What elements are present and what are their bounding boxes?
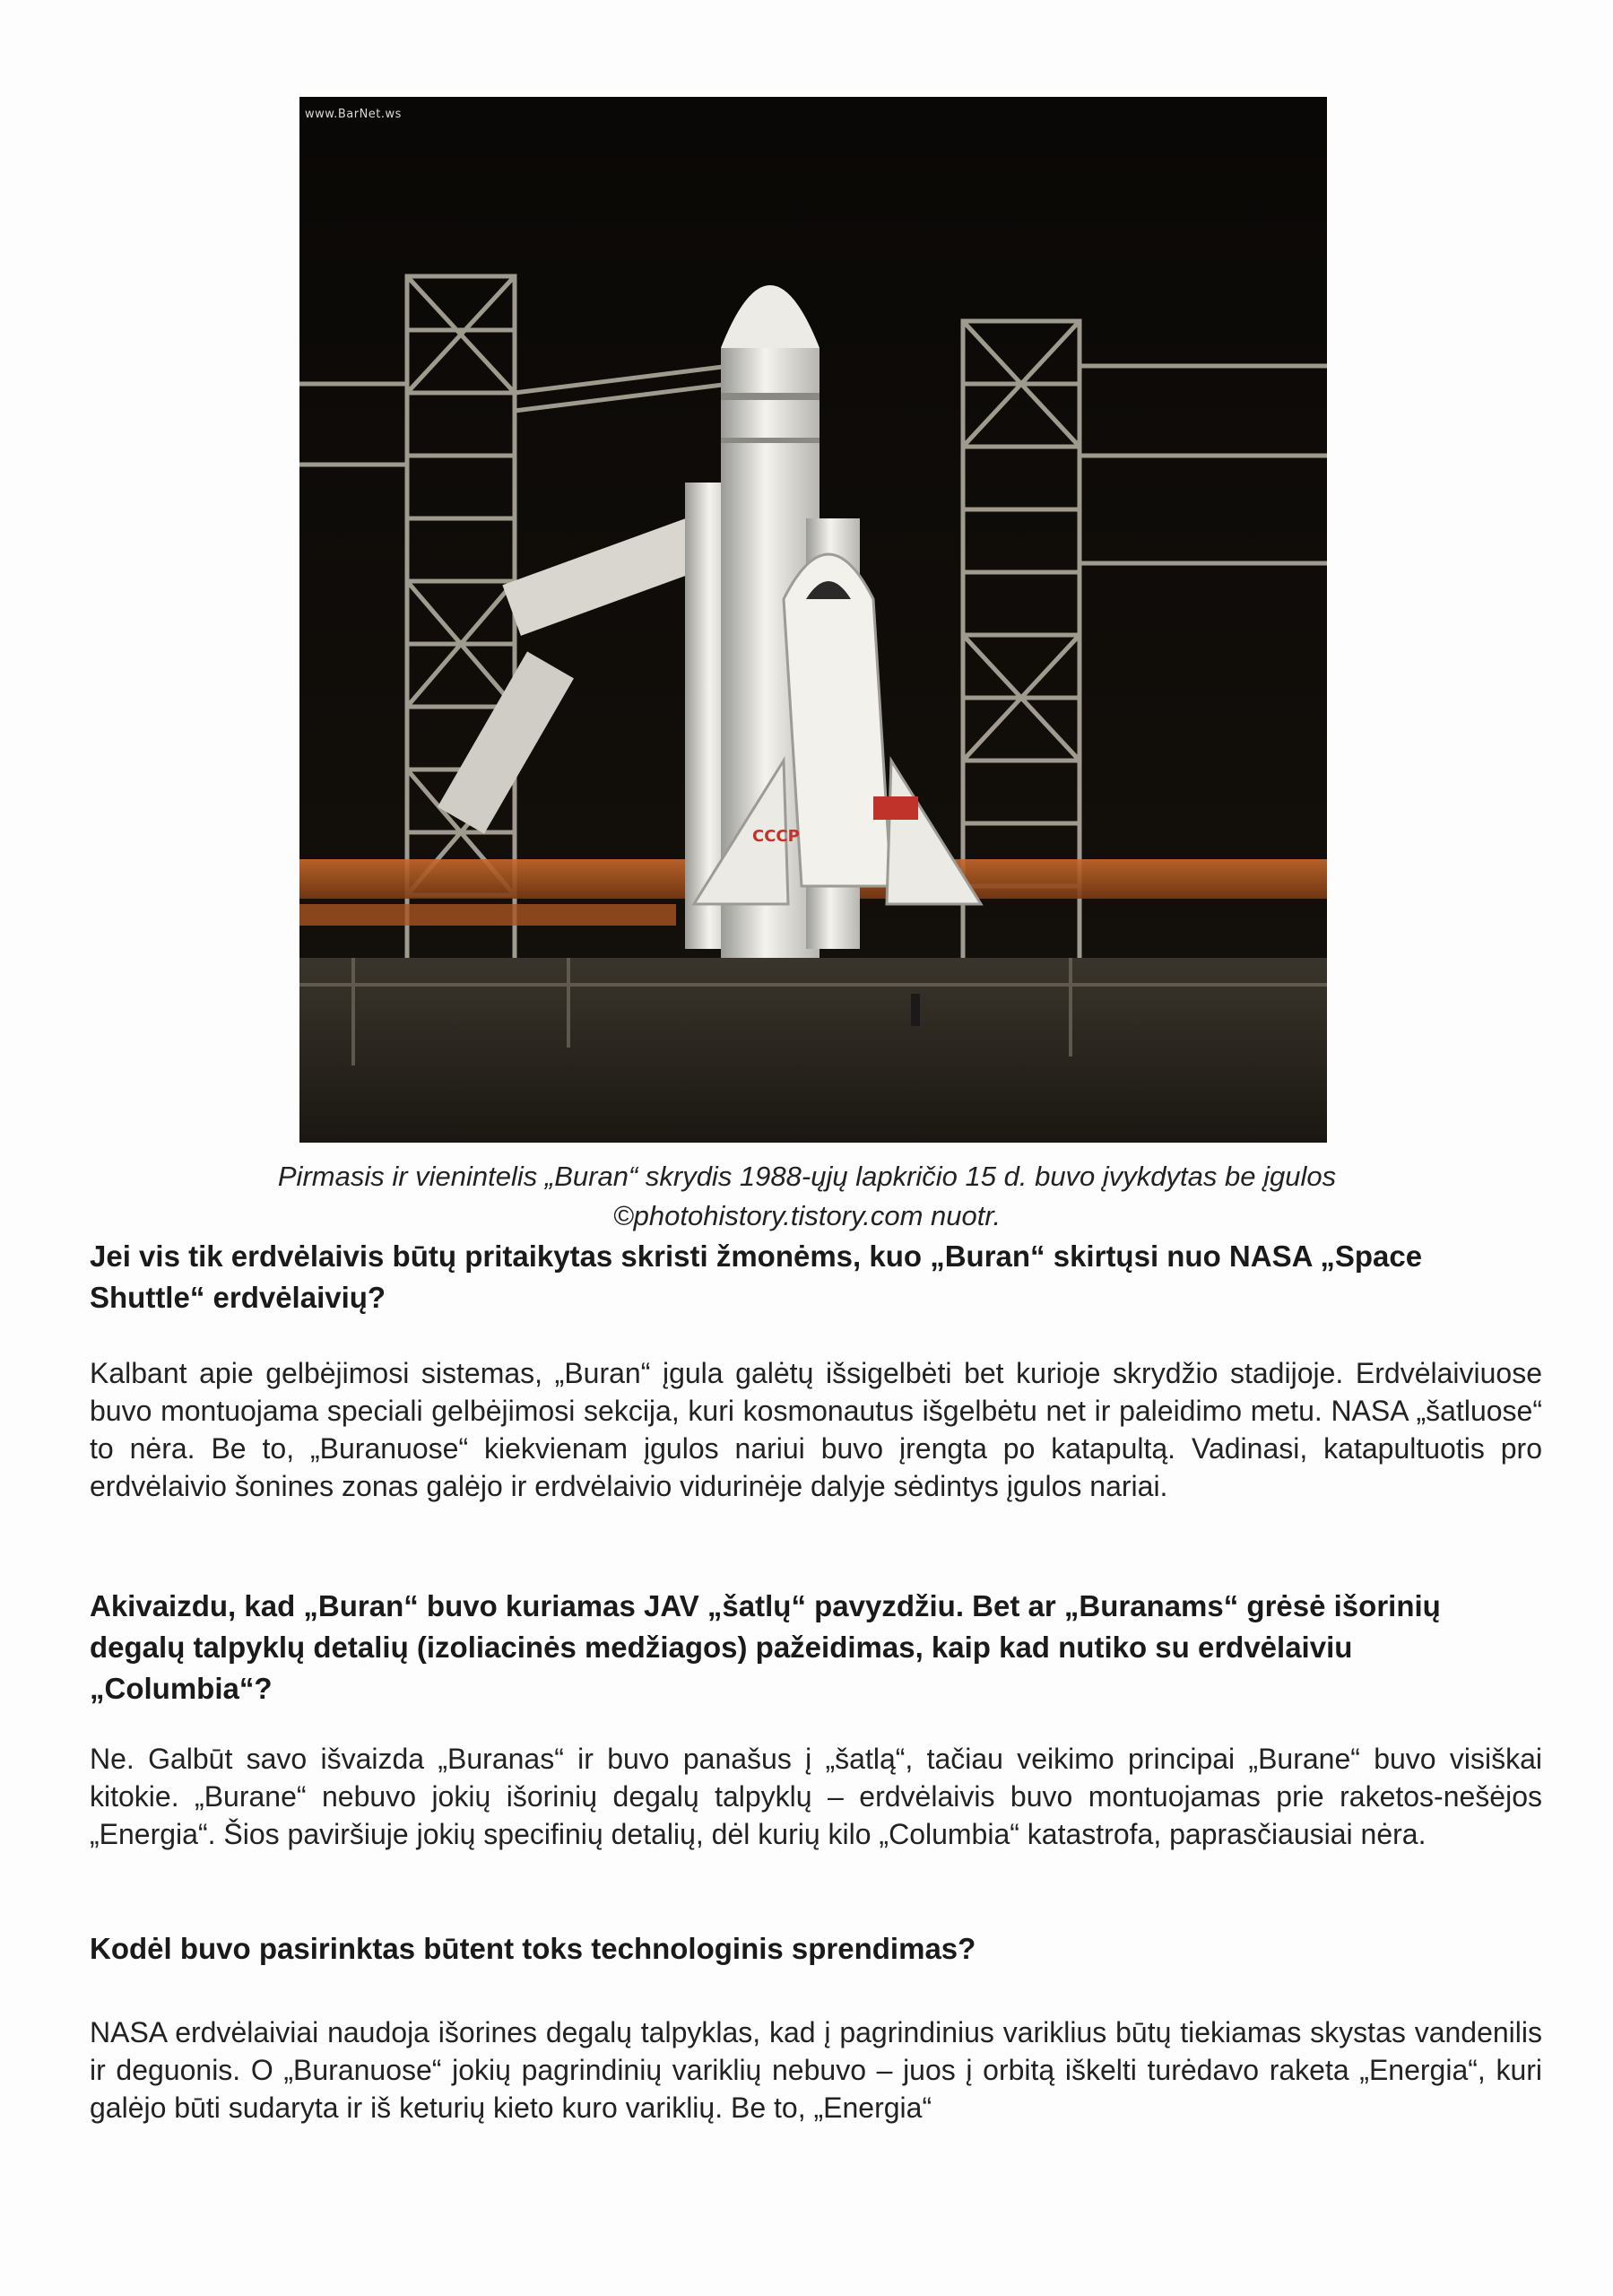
section-body-3: NASA erdvėlaiviai naudoja išorines degalų talpyklas, kad į pagrindinius variklius būtų tiekiamas skystas vandenilis ir deguonis. O „Buranuose“ jokių pagrindinių variklių nebuvo – juos į orbitą iškelti turėdavo raketa „Energia“, kuri galėjo būti sudaryta ir iš keturių kieto kuro variklių. Be to, „Energia“ [90,2016,1542,2124]
section-body-1: Kalbant apie gelbėjimosi sistemas, „Buran“ įgula galėtų išsigelbėti bet kurioje skrydžio stadijoje. Erdvėlaiviuose buvo montuojama speciali gelbėjimosi sekcija, kuri kosmonautus išgelbėtu net ir paleidimo metu. NASA „šatluose“ to nėra. Be to, „Buranuose“ kiekvienam įgulos nariui buvo įrengta po katapultą. Vadinasi, katapultuotis pro erdvėlaivio šonines zonas galėjo ir erdvėlaivio vidurinėje dalyje sėdintys įgulos nariai. [90,1357,1542,1502]
figure-caption [161,1157,1453,1236]
buran-illustration [299,97,1327,1143]
soviet-flag [873,796,918,820]
buran-launch-photo [299,97,1327,1143]
section-body-2: Ne. Galbūt savo išvaizda „Buranas“ ir buvo panašus į „šatlą“, tačiau veikimo principai „Burane“ buvo visiškai kitokie. „Burane“ nebuvo jokių išorinių degalų talpyklų – erdvėlaivis buvo montuojamas prie raketos-nešėjos „Energia“. Šios paviršiuje jokių specifinių detalių, dėl kurių kilo „Columbia“ katastrofa, paprasčiausiai nėra. [90,1743,1542,1850]
cccp-marking: CCCP [752,827,800,846]
worker-figure [911,994,920,1026]
section-heading-2: Akivaizdu, kad „Buran“ buvo kuriamas JAV „šatlų“ pavyzdžiu. Bet ar „Buranams“ grėsė išorinių degalų talpyklų detalių (izoliacinės medžiagos) pažeidimas, kaip kad nutiko su erdvėlaiviu „Columbia“? [90,1589,1441,1705]
photo-watermark: www.BarNet.ws [305,108,402,121]
caption-credit: ©photohistory.tistory.com nuotr. [612,1200,1002,1231]
caption-line-1: Pirmasis ir vienintelis „Buran“ skrydis 1988-ųjų lapkričio 15 d. buvo įvykdytas be įgulos [277,1161,1337,1192]
section-heading-1: Jei vis tik erdvėlaivis būtų pritaikytas skristi žmonėms, kuo „Buran“ skirtųsi nuo NASA „Space Shuttle“ erdvėlaivių? [90,1239,1423,1314]
section-heading-3: Kodėl buvo pasirinktas būtent toks technologinis sprendimas? [90,1932,976,1965]
